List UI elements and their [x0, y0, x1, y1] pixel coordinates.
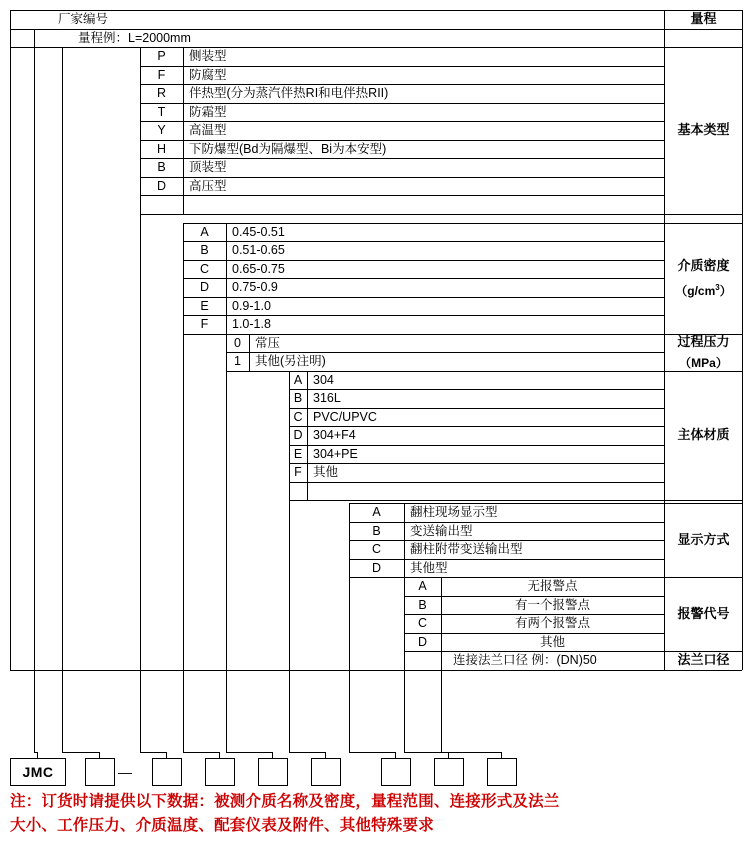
model-code-box-6[interactable] [381, 758, 411, 786]
basic-desc-R: 伴热型(分为蒸汽伴热RI和电伴热RII) [189, 86, 389, 100]
model-code-box-8[interactable] [487, 758, 517, 786]
density-code-B: B [200, 243, 209, 257]
drop-line-6 [349, 577, 350, 752]
alarm-desc-D: 其他 [539, 634, 565, 649]
density-desc-B: 0.51-0.65 [232, 243, 285, 257]
display-code-A: A [372, 505, 381, 519]
basic-code-H: H [156, 141, 167, 156]
order-note [10, 790, 745, 838]
drop-line-8 [441, 670, 442, 753]
material-desc-A: 304 [313, 372, 334, 387]
outer-bottom-rule [10, 670, 742, 671]
model-code-box-2[interactable] [152, 758, 182, 786]
manufacturer-no-label: 厂家编号 [58, 12, 109, 26]
display-code-C: C [371, 542, 382, 556]
drop-line-2 [140, 195, 141, 752]
basic-desc-D: 高压型 [189, 178, 227, 193]
alarm-desc-B: 有一个报警点 [514, 597, 590, 612]
material-desc-F: 其他 [313, 465, 339, 479]
group-label-density-text: 介质密度 [677, 258, 730, 274]
drop-line-4 [226, 371, 227, 753]
drop-line-1 [62, 47, 63, 752]
model-code-box-0[interactable]: JMC [10, 758, 66, 786]
density-code-F: F [200, 317, 209, 331]
group-label-basic: 基本类型 [677, 122, 730, 138]
material-code-C: C [293, 409, 303, 424]
alarm-code-A: A [418, 579, 427, 593]
row-rule-basic-blank [140, 214, 664, 215]
alarm-desc-C: 有两个报警点 [514, 616, 590, 630]
basic-desc-H: 下防爆型(Bd为隔爆型、Bi为本安型) [189, 141, 387, 156]
drop-elbow-2 [140, 752, 166, 753]
outer-left-rule [10, 10, 11, 670]
col-rule-flange-left [441, 651, 442, 670]
pressure-code-0: 0 [234, 335, 241, 350]
material-code-B: B [293, 391, 303, 405]
group-label-alarm: 报警代号 [677, 606, 730, 622]
material-code-E: E [293, 446, 303, 461]
drop-line-3 [183, 334, 184, 753]
group-label-display: 显示方式 [677, 532, 730, 548]
drop-elbow-3 [183, 752, 219, 753]
flange-desc: 连接法兰口径 例：(DN)50 [453, 653, 597, 667]
model-code-box-3[interactable] [205, 758, 235, 786]
basic-desc-F: 防腐型 [189, 67, 227, 82]
pressure-desc-1: 其他(另注明) [255, 354, 326, 368]
display-desc-A: 翻柱现场显示型 [410, 505, 498, 519]
material-desc-C: PVC/UPVC [313, 409, 377, 424]
basic-desc-Y: 高温型 [189, 123, 227, 137]
display-code-D: D [371, 560, 382, 575]
material-code-F: F [294, 465, 302, 479]
group-label-range: 量程 [690, 11, 717, 27]
basic-desc-B: 顶装型 [189, 160, 227, 174]
row-rule-material [289, 482, 664, 483]
density-desc-C: 0.65-0.75 [232, 261, 285, 276]
density-code-A: A [200, 224, 209, 239]
material-desc-E: 304+PE [313, 446, 358, 461]
display-desc-B: 变送输出型 [410, 523, 473, 538]
display-desc-C: 翻柱附带变送输出型 [410, 542, 523, 556]
range-example-label: 量程例：L=2000mm [78, 30, 191, 45]
density-desc-A: 0.45-0.51 [232, 224, 285, 239]
density-code-C: C [199, 261, 210, 276]
group-label-density [665, 223, 742, 334]
drop-line-7 [404, 651, 405, 752]
basic-code-P: P [157, 49, 166, 63]
pressure-desc-0: 常压 [255, 335, 281, 350]
alarm-code-B: B [418, 597, 427, 612]
basic-desc-T: 防霜型 [189, 104, 227, 119]
basic-code-D: D [156, 178, 167, 193]
col-rule-basic-right-blank [183, 195, 184, 214]
order-note-line1: 注：订货时请提供以下数据：被测介质名称及密度，量程范围、连接形式及法兰 [10, 793, 560, 810]
density-code-D: D [199, 280, 210, 294]
density-desc-E: 0.9-1.0 [232, 298, 271, 313]
density-desc-F: 1.0-1.8 [232, 317, 271, 331]
basic-code-F: F [157, 67, 166, 82]
material-desc-D: 304+F4 [313, 428, 356, 442]
drop-line-5 [289, 482, 290, 753]
order-note-line2: 大小、工作压力、介质温度、配套仪表及附件、其他特殊要求 [10, 817, 434, 835]
model-code-box-7[interactable] [434, 758, 464, 786]
density-code-E: E [200, 298, 209, 313]
drop-elbow-5 [289, 752, 325, 753]
model-code-dash: — [118, 764, 132, 780]
outer-right-rule [742, 10, 743, 670]
drop-elbow-8 [441, 752, 501, 753]
label-rule-material-bottom [664, 500, 742, 501]
material-code-A: A [293, 372, 303, 387]
row-rule-basic [140, 195, 664, 196]
model-code-box-4[interactable] [258, 758, 288, 786]
display-code-B: B [372, 523, 381, 538]
basic-code-T: T [157, 104, 166, 119]
row-rule-material-blank [289, 500, 664, 501]
basic-desc-P: 侧装型 [189, 49, 227, 63]
group-label-pressure-unit: （MPa） [679, 355, 728, 370]
basic-code-Y: Y [157, 123, 166, 137]
pressure-code-1: 1 [234, 354, 241, 368]
group-label-material: 主体材质 [677, 427, 730, 443]
model-code-box-1[interactable] [85, 758, 115, 786]
display-desc-D: 其他型 [410, 560, 448, 575]
alarm-code-C: C [417, 616, 428, 630]
group-label-density-unit: $(g/cm^3)$ [675, 282, 732, 298]
alarm-code-D: D [417, 634, 428, 649]
basic-code-R: R [156, 86, 167, 100]
material-desc-B: 316L [313, 391, 341, 405]
drop-line-0 [34, 29, 35, 753]
drop-elbow-6 [349, 752, 395, 753]
group-label-pressure-text: 过程压力 [677, 334, 730, 350]
drop-elbow-1 [62, 752, 99, 753]
group-label-flange: 法兰口径 [677, 652, 730, 668]
material-code-D: D [293, 428, 303, 442]
alarm-desc-A: 无报警点 [527, 579, 578, 593]
group-label-pressure [665, 334, 742, 371]
model-code-box-5[interactable] [311, 758, 341, 786]
drop-elbow-4 [226, 752, 272, 753]
label-rule-basic [664, 214, 742, 215]
density-desc-D: 0.75-0.9 [232, 280, 278, 294]
basic-code-B: B [157, 160, 166, 174]
